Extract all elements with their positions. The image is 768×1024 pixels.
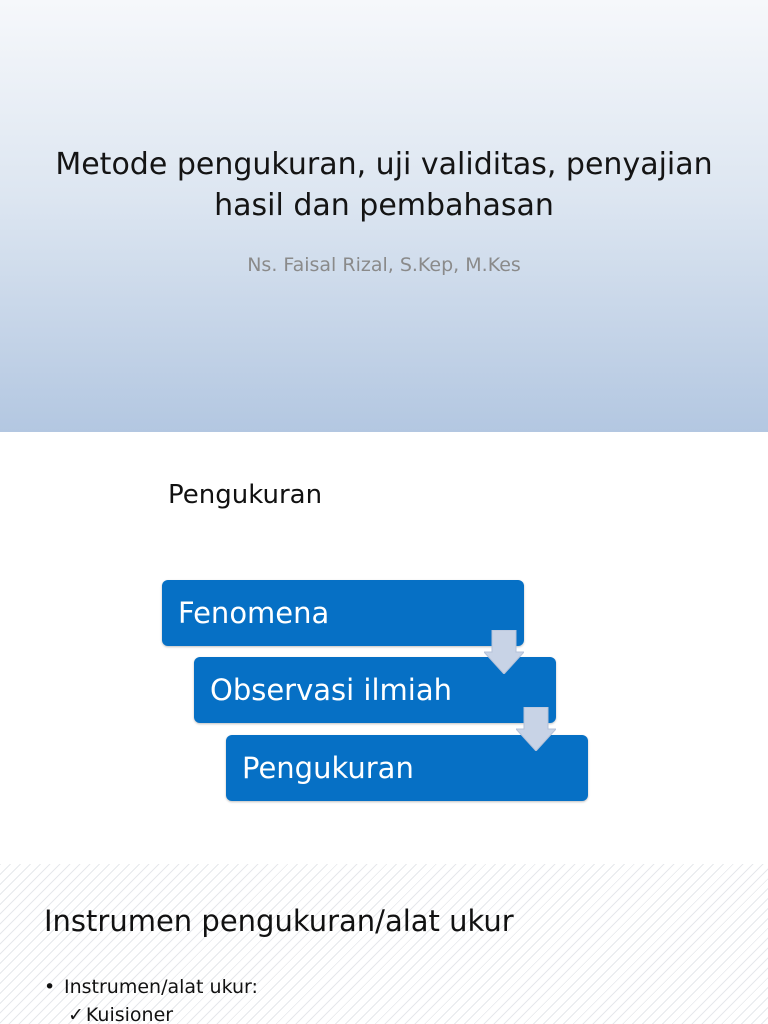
step-label: Observasi ilmiah [210, 673, 452, 707]
down-arrow-icon [484, 630, 524, 674]
sub-item-text: Kuisioner [85, 1004, 174, 1024]
title-line-2: hasil dan pembahasan [214, 188, 554, 223]
author-name: Ns. Faisal Rizal, S.Kep, M.Kes [247, 254, 521, 276]
instrument-slide[interactable] [0, 864, 768, 1024]
presentation-title [40, 144, 728, 226]
bullet-list [44, 976, 258, 1024]
down-arrow-icon [516, 707, 556, 751]
bullet-icon: • [44, 976, 56, 998]
step-phenomenon [162, 580, 524, 646]
step-label: Fenomena [178, 596, 330, 630]
measurement-slide[interactable] [0, 432, 768, 864]
list-item [44, 976, 258, 998]
title-line-1: Metode pengukuran, uji validitas, penyajian [55, 147, 713, 182]
slide-title: Instrumen pengukuran/alat ukur [44, 904, 514, 938]
bullet-text: Instrumen/alat ukur: [64, 976, 258, 998]
list-item [68, 1004, 258, 1024]
checkmark-icon: ✓ [68, 1004, 84, 1024]
step-label: Pengukuran [242, 751, 414, 785]
slide-title: Pengukuran [168, 480, 323, 510]
title-slide[interactable] [0, 0, 768, 432]
